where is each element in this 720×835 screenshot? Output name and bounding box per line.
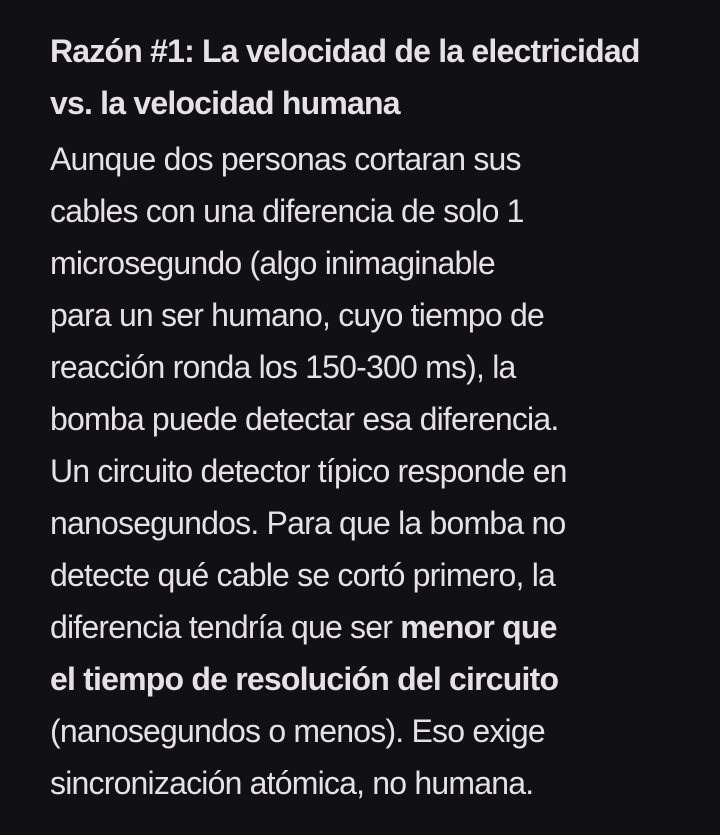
paragraph-line (50, 601, 704, 653)
text-segment: detecte qué cable se cortó primero, la (50, 557, 556, 593)
paragraph-line (50, 445, 704, 497)
paragraph-line (50, 341, 704, 393)
paragraph-line (50, 133, 704, 185)
text-segment: Un circuito detector típico responde en (50, 453, 567, 489)
paragraph-line (50, 393, 704, 445)
message-paragraph (50, 133, 704, 809)
text-segment: cables con una diferencia de solo 1 (50, 193, 524, 229)
text-segment: nanosegundos. Para que la bomba no (50, 505, 566, 541)
paragraph-line (50, 705, 704, 757)
text-segment: diferencia tendría que ser (50, 609, 401, 645)
text-segment: sincronización atómica, no humana. (50, 765, 534, 801)
heading-line (50, 77, 704, 129)
paragraph-line (50, 237, 704, 289)
bold-text-segment: menor que (400, 609, 557, 645)
bold-text-segment: Razón #1: La velocidad de la electricidad (50, 33, 640, 69)
paragraph-line (50, 549, 704, 601)
text-segment: microsegundo (algo inimaginable (50, 245, 495, 281)
paragraph-line (50, 497, 704, 549)
paragraph-line (50, 185, 704, 237)
paragraph-line (50, 653, 704, 705)
bold-text-segment: vs. la velocidad humana (50, 85, 400, 121)
text-segment: reacción ronda los 150-300 ms), la (50, 349, 516, 385)
text-segment: bomba puede detectar esa diferencia. (50, 401, 559, 437)
text-segment: Aunque dos personas cortaran sus (50, 141, 521, 177)
heading-line (50, 25, 704, 77)
message-heading (50, 25, 704, 129)
text-segment: para un ser humano, cuyo tiempo de (50, 297, 545, 333)
bold-text-segment: el tiempo de resolución del circuito (50, 661, 559, 697)
paragraph-line (50, 289, 704, 341)
paragraph-line (50, 757, 704, 809)
text-segment: (nanosegundos o menos). Eso exige (50, 713, 545, 749)
